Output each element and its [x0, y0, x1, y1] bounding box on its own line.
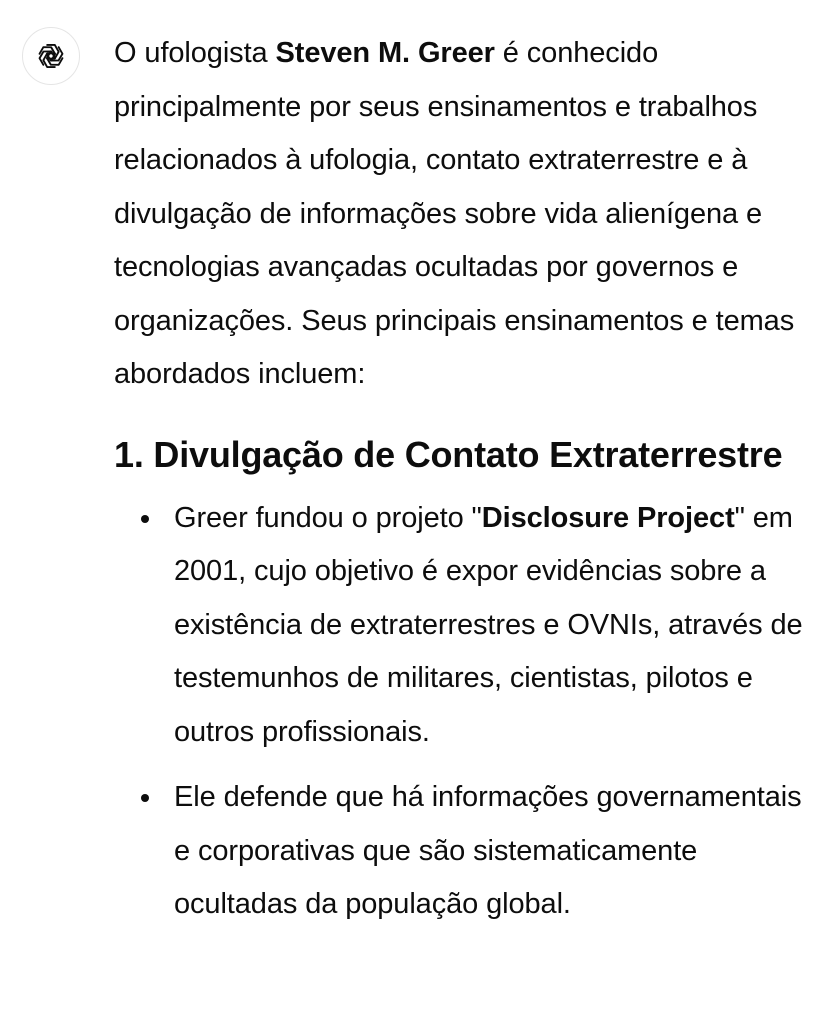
openai-logo-icon — [34, 39, 68, 73]
intro-paragraph — [114, 27, 804, 402]
intro-text-rest: é conhecido principalmente por seus ensinamentos e trabalhos relacionados à ufologia, contato extraterrestre e à divulgação de informações sobre vida alienígena e tecnologias avançadas ocultadas por governos e organizações. Seus principais ensinamentos e temas abordados incluem: — [114, 37, 795, 390]
bullet2-text: Ele defende que há informações governamentais e corporativas que são sistematicamente ocultadas da população global. — [174, 781, 802, 920]
list-item — [174, 492, 804, 760]
assistant-avatar — [22, 27, 80, 85]
project-name: Disclosure Project — [481, 501, 735, 534]
intro-text-start: O ufologista — [114, 37, 276, 69]
bullet-list — [114, 492, 804, 932]
section-heading: 1. Divulgação de Contato Extraterrestre — [114, 433, 783, 475]
assistant-message — [114, 27, 804, 944]
person-name: Steven M. Greer — [275, 37, 495, 69]
bullet-dot-icon — [141, 515, 149, 523]
bullet1-text-start: Greer fundou o projeto " — [174, 501, 482, 534]
bullet1-text-rest: " em 2001, cujo objetivo é expor evidências sobre a existência de extraterrestres e OVNIs, através de testemunhos de militares, cientistas, pilotos e outros profissionais. — [174, 501, 803, 748]
bullet-dot-icon — [141, 794, 149, 802]
list-item — [174, 771, 804, 932]
